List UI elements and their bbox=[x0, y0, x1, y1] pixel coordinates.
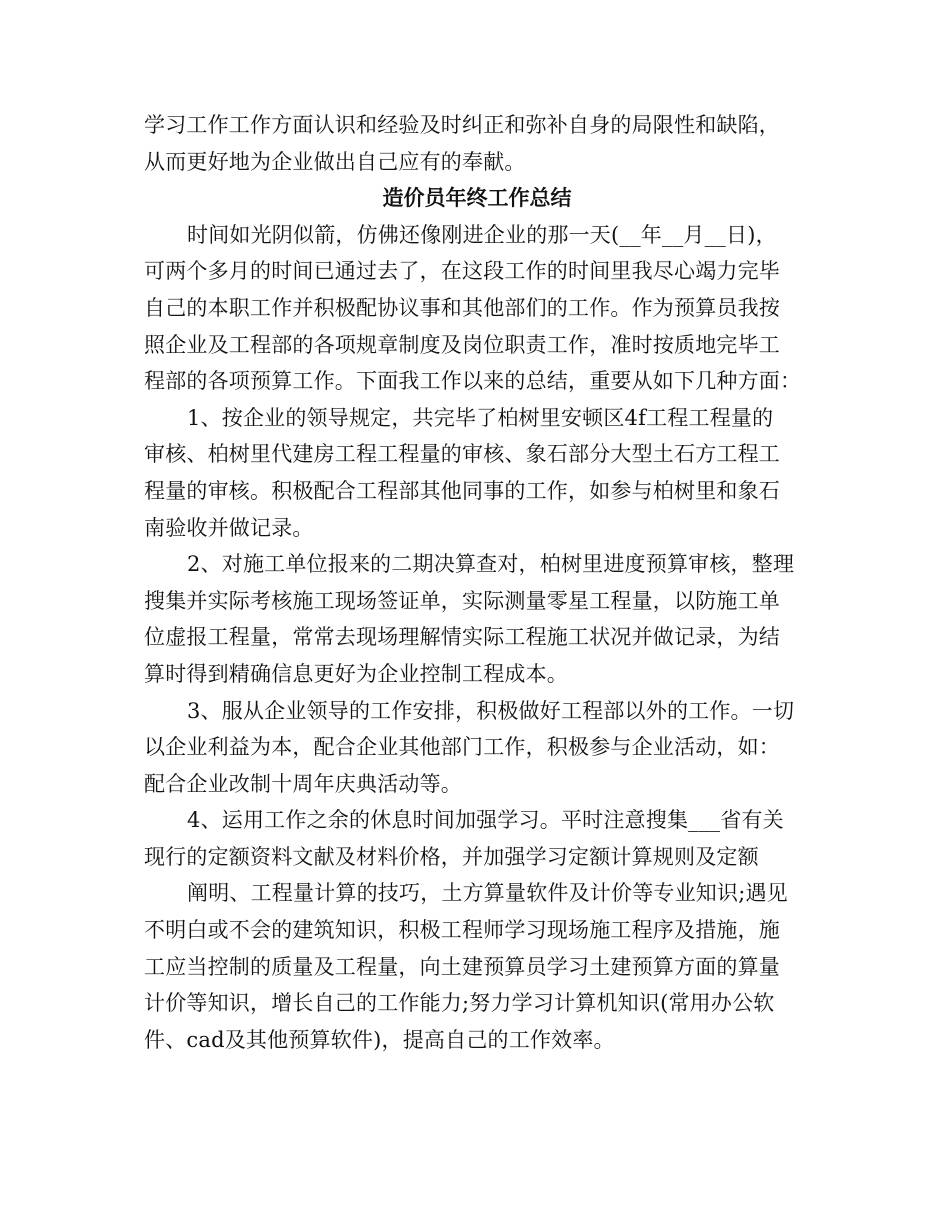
paragraph-line: 不明白或不会的建筑知识，积极工程师学习现场施工程序及措施，施 bbox=[144, 918, 780, 943]
paragraph-line: 时间如光阴似箭，仿佛还像刚进企业的那一天(__年__月__日)， bbox=[187, 222, 777, 247]
paragraph-line: 照企业及工程部的各项规章制度及岗位职责工作，准时按质地完毕工 bbox=[144, 332, 780, 357]
paragraph-line: 搜集并实际考核施工现场签证单，实际测量零星工程量，以防施工单 bbox=[144, 588, 780, 613]
paragraph-line: 南验收并做记录。 bbox=[144, 515, 314, 540]
paragraph-line: 工应当控制的质量及工程量，向土建预算员学习土建预算方面的算量 bbox=[144, 954, 780, 979]
intro-line: 学习工作工作方面认识和经验及时纠正和弥补自身的局限性和缺陷， bbox=[144, 113, 780, 137]
paragraph-line: 位虚报工程量，常常去现场理解情实际工程施工状况并做记录，为结 bbox=[144, 625, 780, 650]
paragraph-line: 自己的本职工作并积极配协议事和其他部们的工作。作为预算员我按 bbox=[144, 295, 780, 320]
paragraph-line: 配合企业改制十周年庆典活动等。 bbox=[144, 771, 462, 796]
paragraph-line: 4、运用工作之余的休息时间加强学习。平时注意搜集___省有关 bbox=[187, 808, 784, 833]
intro-line: 从而更好地为企业做出自己应有的奉献。 bbox=[144, 149, 526, 174]
paragraph-line: 计价等知识，增长自己的工作能力;努力学习计算机知识(常用办公软 bbox=[144, 991, 775, 1016]
document-page bbox=[144, 107, 810, 1058]
paragraph-line: 审核、柏树里代建房工程工程量的审核、象石部分大型土石方工程工 bbox=[144, 442, 780, 467]
paragraph-line: 程量的审核。积极配合工程部其他同事的工作，如参与柏树里和象石 bbox=[144, 478, 780, 503]
paragraph-line: 件、cad及其他预算软件)，提高自己的工作效率。 bbox=[144, 1027, 615, 1052]
paragraph-line: 3、服从企业领导的工作安排，积极做好工程部以外的工作。一切 bbox=[187, 698, 795, 723]
paragraph-line: 阐明、工程量计算的技巧，土方算量软件及计价等专业知识;遇见 bbox=[187, 881, 788, 906]
document-title: 造价员年终工作总结 bbox=[382, 185, 572, 211]
paragraph-line: 1、按企业的领导规定，共完毕了柏树里安顿区4f工程工程量的 bbox=[187, 405, 774, 430]
paragraph-line: 2、对施工单位报来的二期决算查对，柏树里进度预算审核，整理 bbox=[187, 552, 795, 577]
paragraph-line: 现行的定额资料文献及材料价格，并加强学习定额计算规则及定额 bbox=[144, 844, 759, 869]
paragraph-line: 以企业利益为本，配合企业其他部门工作，积极参与企业活动，如： bbox=[144, 735, 780, 760]
paragraph-line: 算时得到精确信息更好为企业控制工程成本。 bbox=[144, 661, 568, 686]
paragraph-line: 可两个多月的时间已通过去了，在这段工作的时间里我尽心竭力完毕 bbox=[144, 259, 780, 284]
paragraph-line: 程部的各项预算工作。下面我工作以来的总结，重要从如下几种方面： bbox=[144, 369, 802, 394]
